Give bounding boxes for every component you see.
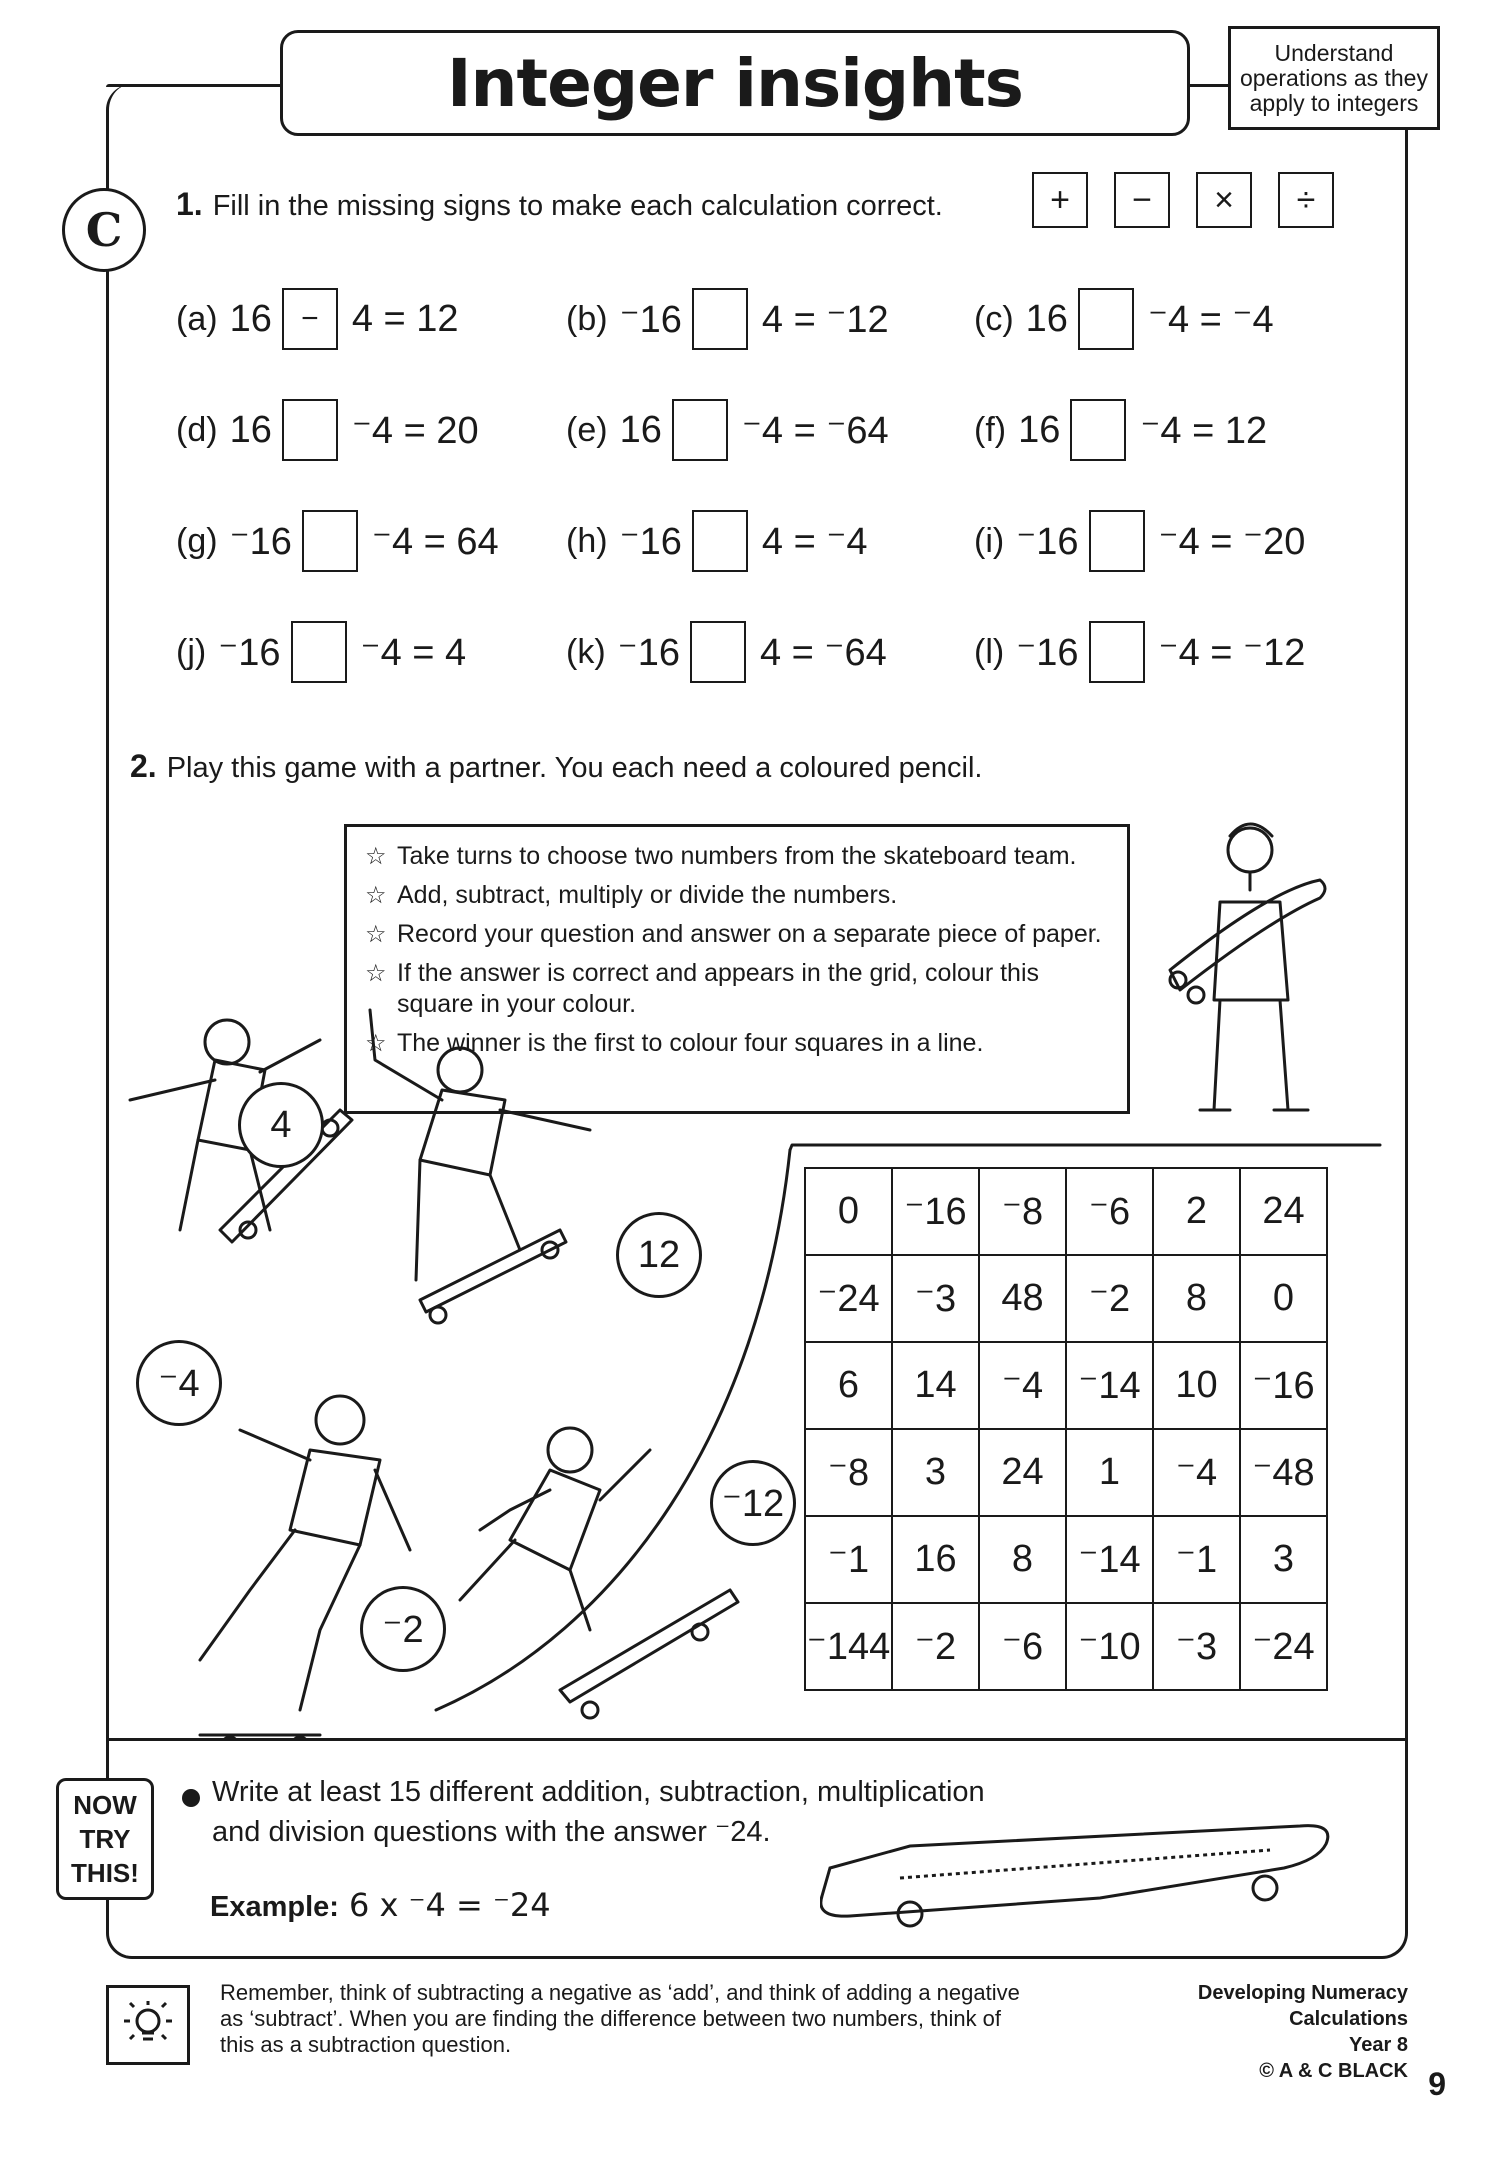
calc-label: (f) xyxy=(974,410,1007,449)
grid-cell[interactable]: 2 xyxy=(1153,1168,1240,1255)
standing-skater-figure xyxy=(1170,824,1325,1110)
grid-row xyxy=(805,1168,1327,1255)
calc-g xyxy=(176,510,499,572)
answer-box[interactable] xyxy=(282,399,338,461)
answer-box[interactable] xyxy=(302,510,358,572)
grid-cell[interactable]: 3 xyxy=(892,1429,979,1516)
calc-f xyxy=(974,399,1267,461)
grid-cell[interactable]: ⁻6 xyxy=(979,1603,1066,1690)
grid-cell[interactable]: 0 xyxy=(1240,1255,1327,1342)
calc-left: 16 xyxy=(229,408,272,451)
calc-left: ⁻16 xyxy=(619,520,682,563)
calc-right: ⁻4 = ⁻4 xyxy=(1147,298,1274,341)
credit-line: Developing Numeracy xyxy=(1197,1982,1408,2004)
grid-cell[interactable]: 14 xyxy=(892,1342,979,1429)
grid-cell[interactable]: ⁻16 xyxy=(892,1168,979,1255)
answer-box[interactable] xyxy=(692,510,748,572)
grid-cell[interactable]: ⁻24 xyxy=(1240,1603,1327,1690)
minus-sign-key: − xyxy=(1114,172,1170,228)
answer-box[interactable]: − xyxy=(282,288,338,350)
calc-a xyxy=(176,288,459,350)
grid-row xyxy=(805,1516,1327,1603)
calc-b xyxy=(566,288,889,350)
level-badge: C xyxy=(62,188,146,272)
bullet-icon xyxy=(182,1789,200,1807)
tip-text: Remember, think of subtracting a negative as ‘add’, and think of adding a negative as ‘subtract’. When you are finding the difference between two numbers, think of this as a subtraction question. xyxy=(220,1980,1020,2057)
tip-bulb-box xyxy=(106,1985,190,2065)
grid-row xyxy=(805,1342,1327,1429)
grid-cell[interactable]: ⁻3 xyxy=(1153,1603,1240,1690)
calc-right: ⁻4 = 12 xyxy=(1140,409,1268,452)
grid-cell[interactable]: 8 xyxy=(979,1516,1066,1603)
calc-label: (c) xyxy=(974,299,1014,338)
calc-label: (j) xyxy=(176,632,207,671)
calc-left: 16 xyxy=(229,297,272,340)
grid-cell[interactable]: ⁻8 xyxy=(979,1168,1066,1255)
calc-left: ⁻16 xyxy=(619,298,682,341)
calc-label: (d) xyxy=(176,410,218,449)
grid-cell[interactable]: ⁻2 xyxy=(892,1603,979,1690)
grid-cell[interactable]: ⁻4 xyxy=(1153,1429,1240,1516)
grid-cell[interactable]: ⁻14 xyxy=(1066,1516,1153,1603)
badge-line: THIS! xyxy=(71,1858,139,1888)
page-title: Integer insights xyxy=(447,44,1023,122)
grid-cell[interactable]: ⁻4 xyxy=(979,1342,1066,1429)
example-label: Example: xyxy=(210,1891,339,1923)
calc-right: ⁻4 = 64 xyxy=(371,520,499,563)
grid-cell[interactable]: ⁻6 xyxy=(1066,1168,1153,1255)
q1-number: 1. xyxy=(176,186,203,222)
answer-box[interactable] xyxy=(672,399,728,461)
objective-box: Understand operations as they apply to integers xyxy=(1228,26,1440,130)
calc-left: 16 xyxy=(1018,408,1061,451)
now-try-this-badge xyxy=(56,1778,154,1900)
grid-cell[interactable]: 24 xyxy=(979,1429,1066,1516)
grid-cell[interactable]: 48 xyxy=(979,1255,1066,1342)
star-icon: ☆ xyxy=(365,1030,387,1057)
frame-top-left xyxy=(106,84,282,87)
calc-k xyxy=(566,621,887,683)
grid-cell[interactable]: ⁻8 xyxy=(805,1429,892,1516)
task-line: and division questions with the answer ⁻24. xyxy=(212,1816,771,1848)
calc-right: 4 = ⁻4 xyxy=(761,520,868,563)
team-number-circle[interactable]: ⁻2 xyxy=(360,1586,446,1672)
grid-cell[interactable]: 10 xyxy=(1153,1342,1240,1429)
rule-text: Take turns to choose two numbers from the skateboard team. xyxy=(397,842,1077,870)
skateboard-icon xyxy=(820,1818,1340,1928)
skater-three-figure xyxy=(200,1396,410,1740)
calc-right: 4 = ⁻64 xyxy=(759,631,887,674)
calc-left: ⁻16 xyxy=(218,631,281,674)
answer-box[interactable] xyxy=(690,621,746,683)
times-sign-key: × xyxy=(1196,172,1252,228)
grid-row xyxy=(805,1603,1327,1690)
ramp-line xyxy=(436,1150,790,1710)
q2-instruction-row xyxy=(130,748,982,785)
answer-box[interactable] xyxy=(1089,510,1145,572)
calc-j xyxy=(176,621,466,683)
page-number: 9 xyxy=(1428,2066,1446,2102)
star-icon: ☆ xyxy=(365,960,387,987)
calc-label: (k) xyxy=(566,632,606,671)
grid-cell[interactable]: ⁻1 xyxy=(1153,1516,1240,1603)
q1-instruction: Fill in the missing signs to make each calculation correct. xyxy=(212,190,943,222)
star-icon: ☆ xyxy=(365,921,387,948)
ramp-top xyxy=(790,1145,1380,1150)
grid-cell[interactable]: ⁻24 xyxy=(805,1255,892,1342)
calc-right: ⁻4 = ⁻64 xyxy=(741,409,889,452)
star-icon: ☆ xyxy=(365,882,387,909)
answer-box[interactable] xyxy=(291,621,347,683)
grid-cell[interactable]: ⁻1 xyxy=(805,1516,892,1603)
badge-line: TRY xyxy=(79,1824,131,1854)
grid-cell[interactable]: ⁻10 xyxy=(1066,1603,1153,1690)
calc-left: ⁻16 xyxy=(1016,631,1079,674)
grid-cell[interactable]: 24 xyxy=(1240,1168,1327,1255)
calc-right: ⁻4 = ⁻12 xyxy=(1158,631,1306,674)
calc-label: (e) xyxy=(566,410,608,449)
credit-line: Year 8 xyxy=(1349,2034,1408,2056)
answer-box[interactable] xyxy=(1078,288,1134,350)
rule-text: If the answer is correct and appears in the grid, colour this square in your colour. xyxy=(397,959,1039,1018)
grid-cell[interactable]: 1 xyxy=(1066,1429,1153,1516)
calc-left: ⁻16 xyxy=(229,520,292,563)
grid-cell[interactable]: ⁻3 xyxy=(892,1255,979,1342)
grid-cell[interactable]: 8 xyxy=(1153,1255,1240,1342)
credit-line: © A & C BLACK xyxy=(1259,2060,1408,2082)
grid-cell[interactable]: ⁻48 xyxy=(1240,1429,1327,1516)
section-divider xyxy=(106,1738,1408,1741)
calc-right: 4 = 12 xyxy=(351,297,459,340)
answer-box[interactable] xyxy=(1089,621,1145,683)
answer-box[interactable] xyxy=(1070,399,1126,461)
calc-left: 16 xyxy=(619,408,662,451)
calc-label: (b) xyxy=(566,299,608,338)
grid-cell[interactable]: 6 xyxy=(805,1342,892,1429)
frame-top-right xyxy=(1184,84,1230,87)
grid-row xyxy=(805,1429,1327,1516)
skater-two-figure xyxy=(370,1010,590,1323)
calc-label: (i) xyxy=(974,521,1005,560)
calc-label: (a) xyxy=(176,299,218,338)
calc-i xyxy=(974,510,1305,572)
q2-instruction: Play this game with a partner. You each need a coloured pencil. xyxy=(166,752,983,784)
calc-h xyxy=(566,510,868,572)
grid-cell[interactable]: ⁻14 xyxy=(1066,1342,1153,1429)
grid-cell[interactable]: ⁻16 xyxy=(1240,1342,1327,1429)
team-number-circle[interactable]: ⁻12 xyxy=(710,1460,796,1546)
lightbulb-icon xyxy=(118,1995,178,2055)
calc-right: ⁻4 = 20 xyxy=(351,409,479,452)
divide-sign-key: ÷ xyxy=(1278,172,1334,228)
plus-sign-key: + xyxy=(1032,172,1088,228)
example-answer: 6 x ⁻4 = ⁻24 xyxy=(348,1886,551,1924)
rule-text: Add, subtract, multiply or divide the numbers. xyxy=(397,881,898,909)
grid-cell[interactable]: 0 xyxy=(805,1168,892,1255)
calc-left: ⁻16 xyxy=(617,631,680,674)
calc-left: 16 xyxy=(1025,297,1068,340)
rule-text: Record your question and answer on a separate piece of paper. xyxy=(397,920,1102,948)
grid-cell[interactable]: 16 xyxy=(892,1516,979,1603)
q2-number: 2. xyxy=(130,748,157,784)
star-icon: ☆ xyxy=(365,843,387,870)
calc-left: ⁻16 xyxy=(1016,520,1079,563)
title-banner xyxy=(280,30,1190,136)
credits xyxy=(1198,1980,1408,2084)
grid-row xyxy=(805,1255,1327,1342)
calc-l xyxy=(974,621,1305,683)
team-number-circle[interactable]: 12 xyxy=(616,1212,702,1298)
calc-e xyxy=(566,399,889,461)
calc-d xyxy=(176,399,479,461)
rule-text: The winner is the first to colour four squares in a line. xyxy=(397,1029,984,1057)
grid-cell[interactable]: 3 xyxy=(1240,1516,1327,1603)
calc-label: (h) xyxy=(566,521,608,560)
calc-right: ⁻4 = ⁻20 xyxy=(1158,520,1306,563)
task-line: Write at least 15 different addition, subtraction, multiplication xyxy=(212,1776,985,1808)
answer-box[interactable] xyxy=(692,288,748,350)
team-number-circle[interactable]: 4 xyxy=(238,1082,324,1168)
calc-right: ⁻4 = 4 xyxy=(360,631,467,674)
credit-line: Calculations xyxy=(1289,2008,1408,2030)
grid-cell[interactable]: ⁻144 xyxy=(805,1603,892,1690)
game-grid xyxy=(804,1167,1328,1691)
calc-right: 4 = ⁻12 xyxy=(761,298,889,341)
grid-cell[interactable]: ⁻2 xyxy=(1066,1255,1153,1342)
q1-instruction-row xyxy=(176,186,943,223)
calc-label: (g) xyxy=(176,521,218,560)
team-number-circle[interactable]: ⁻4 xyxy=(136,1340,222,1426)
calc-label: (l) xyxy=(974,632,1005,671)
example-row xyxy=(210,1886,551,1924)
badge-line: NOW xyxy=(73,1790,137,1820)
calc-c xyxy=(974,288,1274,350)
